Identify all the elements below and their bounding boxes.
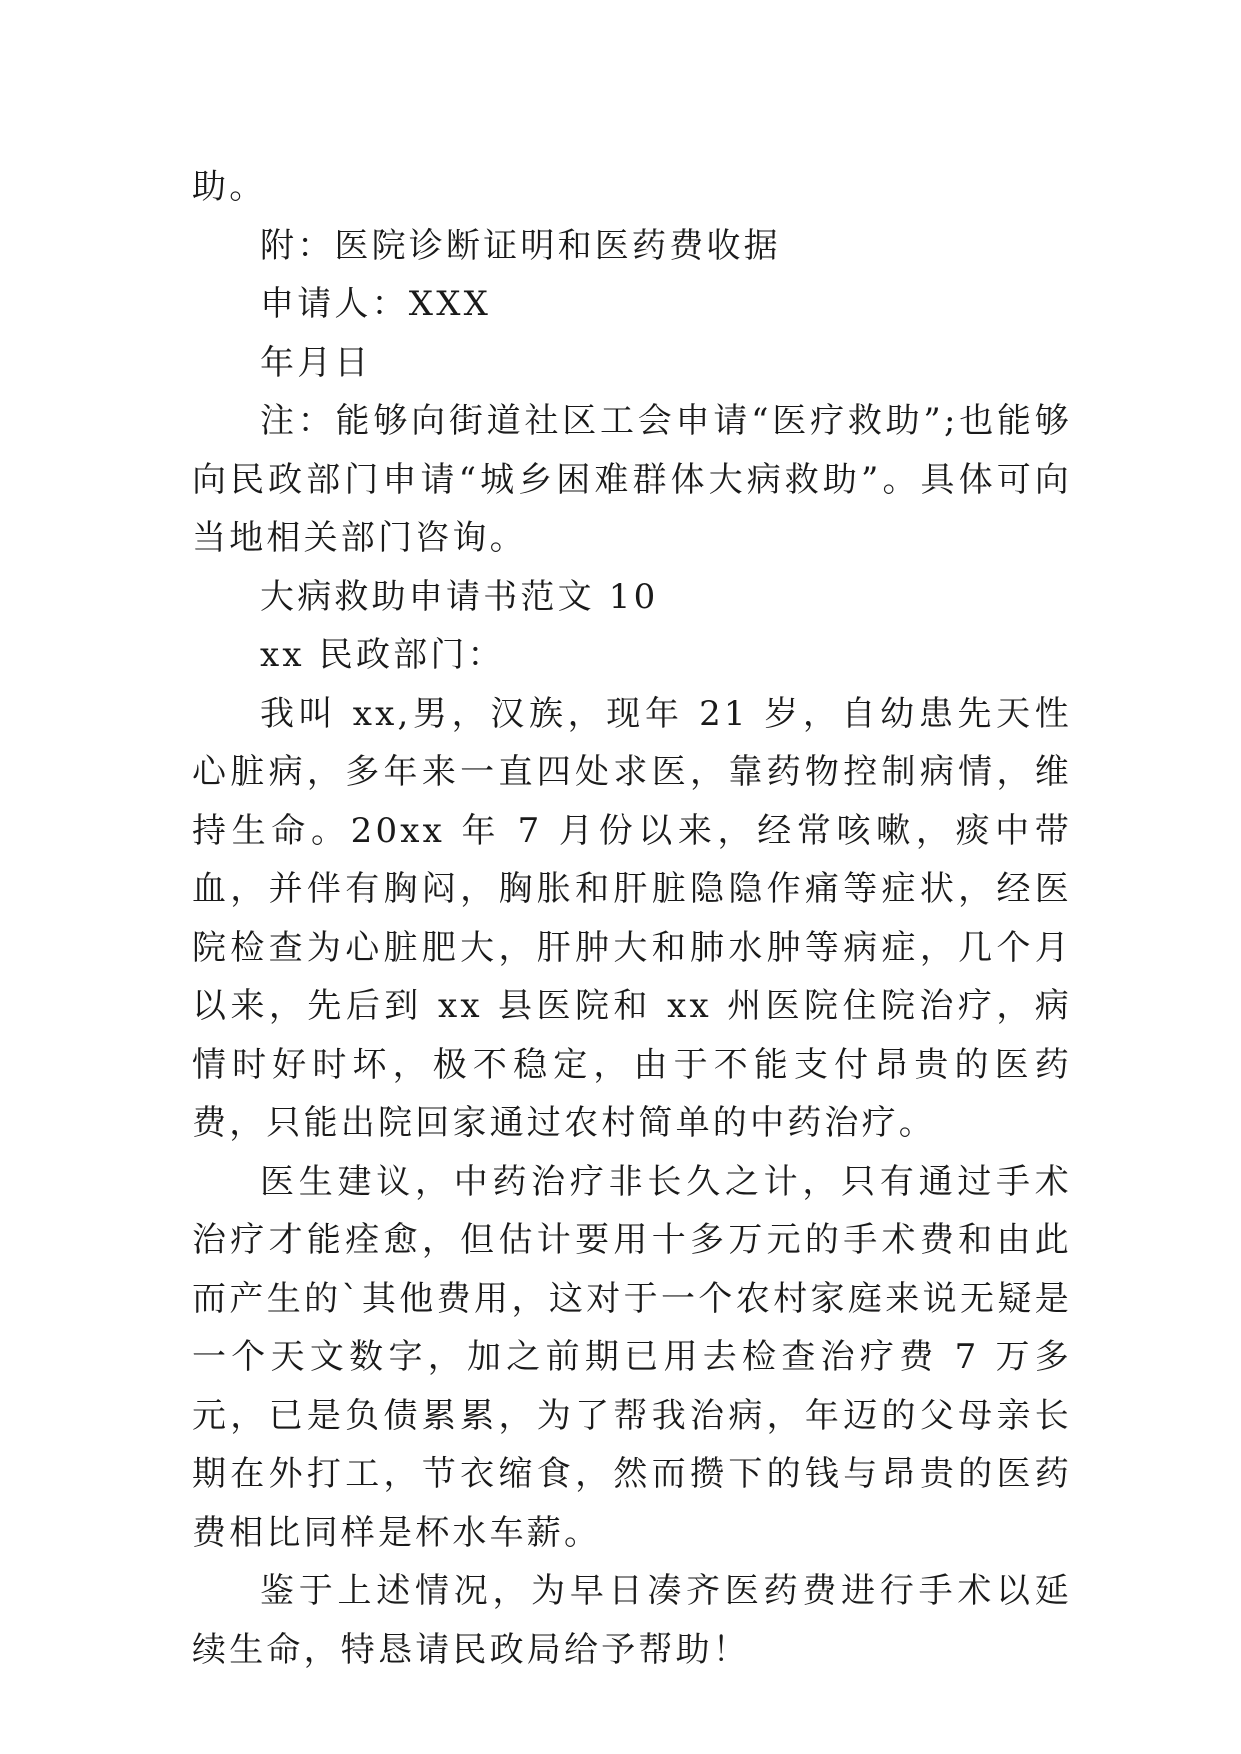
paragraph-salutation: xx 民政部门：: [260, 635, 505, 675]
section-title: 大病救助申请书范文 10: [260, 576, 659, 617]
paragraph-request: 鉴于上述情况，为早日凑齐医药费进行手术以延续生命，特恳请民政局给予帮助！: [192, 1571, 1072, 1670]
paragraph-applicant: 申请人：XXX: [260, 284, 492, 324]
document-body: [192, 158, 1072, 1679]
paragraph-continuation: 助。: [192, 167, 267, 207]
paragraph-remark: 注：能够向街道社区工会申请“医疗救助”;也能够向民政部门申请“城乡困难群体大病救助”。具体可向当地相关部门咨询。: [192, 401, 1072, 558]
paragraph-doctor-advice: 医生建议，中药治疗非长久之计，只有通过手术治疗才能痊愈，但估计要用十多万元的手术费和由此而产生的`其他费用，这对于一个农村家庭来说无疑是一个天文数字，加之前期已用去检查治疗费 7 万多元，已是负债累累，为了帮我治病，年迈的父母亲长期在外打工，节衣缩食，然而攒下的钱与昂贵的医药费相比同样是杯水车薪。: [192, 1161, 1072, 1553]
paragraph-background: 我叫 xx,男，汉族，现年 21 岁，自幼患先天性心脏病，多年来一直四处求医，靠药物控制病情，维持生命。20xx 年 7 月份以来，经常咳嗽，痰中带血，并伴有胸闷，胸胀和肝脏隐隐作痛等症状，经医院检查为心脏肥大，肝肿大和肺水肿等病症，几个月以来，先后到 xx 县医院和 xx 州医院住院治疗，病情时好时坏，极不稳定，由于不能支付昂贵的医药费，只能出院回家通过农村简单的中药治疗。: [192, 693, 1072, 1143]
paragraph-date: 年月日: [260, 342, 372, 383]
paragraph-attachment-note: 附：医院诊断证明和医药费收据: [260, 225, 781, 266]
